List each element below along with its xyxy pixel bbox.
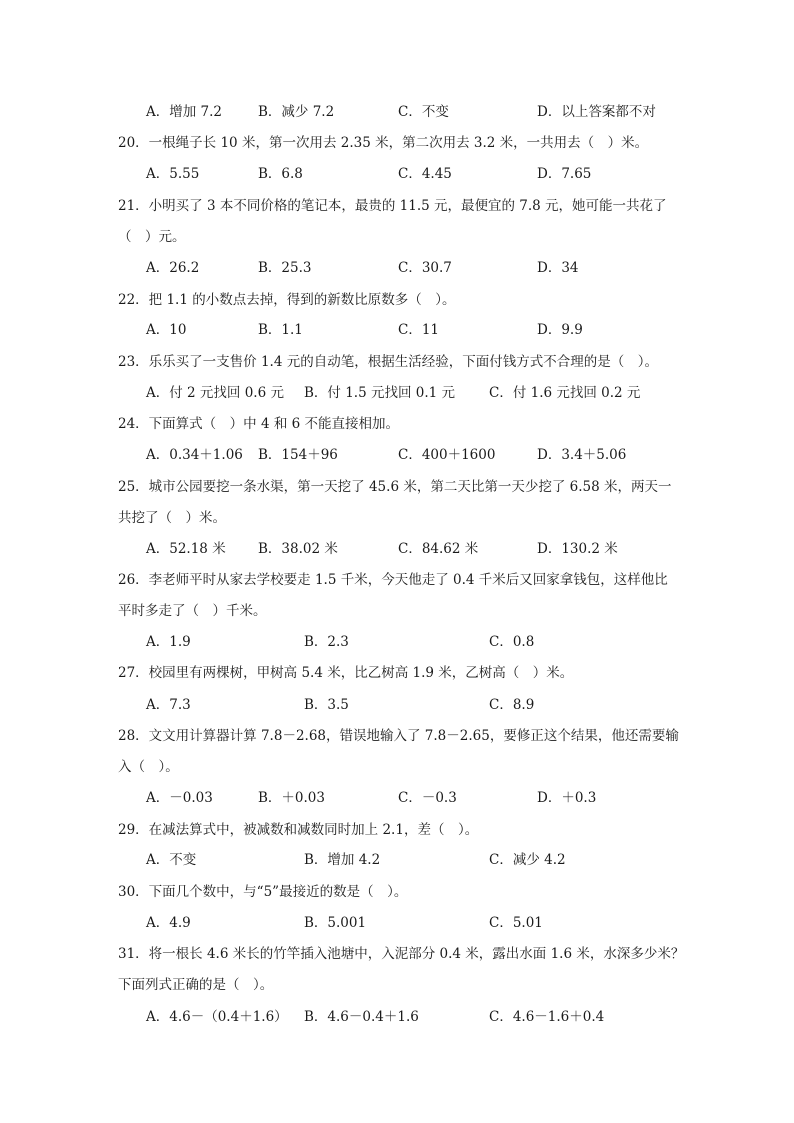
q24-option-a: A．0.34＋1.06 [146, 447, 243, 463]
q25-option-a: A．52.18 米 [146, 541, 226, 557]
question-31-text-cont: 下面列式正确的是（ ）。 [118, 977, 274, 993]
q22-option-d: D．9.9 [537, 322, 583, 338]
option-a: A．增加 7.2 [146, 104, 223, 120]
question-25-text: 25．城市公园要挖一条水渠，第一天挖了 45.6 米，第二天比第一天少挖了 6.58 米，两天一 [118, 479, 672, 495]
q30-option-a: A．4.9 [146, 915, 191, 931]
q21-option-b: B．25.3 [258, 260, 312, 276]
question-27-text: 27．校园里有两棵树，甲树高 5.4 米，比乙树高 1.9 米，乙树高（ ）米。 [118, 665, 574, 681]
q28-option-a: A．－0.03 [146, 790, 213, 806]
q28-option-c: C．－0.3 [398, 790, 457, 806]
question-25-text-cont: 共挖了（ ）米。 [118, 510, 226, 526]
q22-option-b: B．1.1 [258, 322, 303, 338]
q31-option-c: C．4.6－1.6＋0.4 [489, 1009, 605, 1025]
question-23-text: 23．乐乐买了一支售价 1.4 元的自动笔，根据生活经验，下面付钱方式不合理的是（ ）。 [118, 354, 658, 370]
q21-option-a: A．26.2 [146, 260, 200, 276]
q20-option-c: C．4.45 [398, 166, 452, 182]
question-26-text: 26．李老师平时从家去学校要走 1.5 千米，今天他走了 0.4 千米后又回家拿钱包，这样他比 [118, 572, 668, 588]
q28-option-b: B．＋0.03 [258, 790, 325, 806]
q23-option-a: A．付 2 元找回 0.6 元 [146, 385, 284, 401]
q22-option-c: C．11 [398, 322, 440, 338]
q26-option-c: C．0.8 [489, 634, 535, 650]
q25-option-c: C．84.62 米 [398, 541, 479, 557]
q27-option-c: C．8.9 [489, 697, 535, 713]
q20-option-a: A．5.55 [146, 166, 200, 182]
question-20-text: 20．一根绳子长 10 米，第一次用去 2.35 米，第二次用去 3.2 米，一共用去（ ）米。 [118, 135, 649, 151]
question-30-text: 30．下面几个数中，与“5”最接近的数是（ ）。 [118, 884, 408, 900]
q20-option-d: D．7.65 [537, 166, 592, 182]
q29-option-a: A．不变 [146, 852, 197, 868]
q27-option-a: A．7.3 [146, 697, 191, 713]
q28-option-d: D．＋0.3 [537, 790, 597, 806]
q23-option-b: B．付 1.5 元找回 0.1 元 [304, 385, 456, 401]
q26-option-a: A．1.9 [146, 634, 191, 650]
q29-option-c: C．减少 4.2 [489, 852, 566, 868]
q31-option-a: A．4.6－（0.4＋1.6） [146, 1009, 288, 1025]
q21-option-c: C．30.7 [398, 260, 452, 276]
q27-option-b: B．3.5 [304, 697, 349, 713]
q21-option-d: D．34 [537, 260, 579, 276]
q22-option-a: A．10 [146, 322, 187, 338]
option-c: C．不变 [398, 104, 449, 120]
option-d: D．以上答案都不对 [537, 104, 656, 120]
q24-option-d: D．3.4＋5.06 [537, 447, 627, 463]
q25-option-b: B．38.02 米 [258, 541, 338, 557]
q26-option-b: B．2.3 [304, 634, 349, 650]
q24-option-c: C．400＋1600 [398, 447, 496, 463]
question-26-text-cont: 平时多走了（ ）千米。 [118, 603, 267, 619]
question-24-text: 24．下面算式（ ）中 4 和 6 不能直接相加。 [118, 416, 400, 432]
question-21-text: 21．小明买了 3 本不同价格的笔记本，最贵的 11.5 元，最便宜的 7.8 元，她可能一共花了 [118, 198, 667, 214]
q29-option-b: B．增加 4.2 [304, 852, 381, 868]
q24-option-b: B．154＋96 [258, 447, 338, 463]
q23-option-c: C．付 1.6 元找回 0.2 元 [489, 385, 641, 401]
question-31-text: 31．将一根长 4.6 米长的竹竿插入池塘中，入泥部分 0.4 米，露出水面 1.6 米，水深多少米？ [118, 946, 685, 962]
option-b: B．减少 7.2 [258, 104, 335, 120]
question-29-text: 29．在减法算式中，被减数和减数同时加上 2.1，差（ ）。 [118, 822, 479, 838]
question-28-text-cont: 入（ ）。 [118, 759, 179, 775]
q31-option-b: B．4.6－0.4＋1.6 [304, 1009, 419, 1025]
question-22-text: 22．把 1.1 的小数点去掉，得到的新数比原数多（ ）。 [118, 292, 456, 308]
question-21-text-cont: （ ）元。 [118, 229, 186, 245]
question-28-text: 28．文文用计算器计算 7.8－2.68，错误地输入了 7.8－2.65，要修正这个结果，他还需要输 [118, 728, 679, 744]
q25-option-d: D．130.2 米 [537, 541, 618, 557]
q20-option-b: B．6.8 [258, 166, 303, 182]
q30-option-c: C．5.01 [489, 915, 543, 931]
q30-option-b: B．5.001 [304, 915, 367, 931]
